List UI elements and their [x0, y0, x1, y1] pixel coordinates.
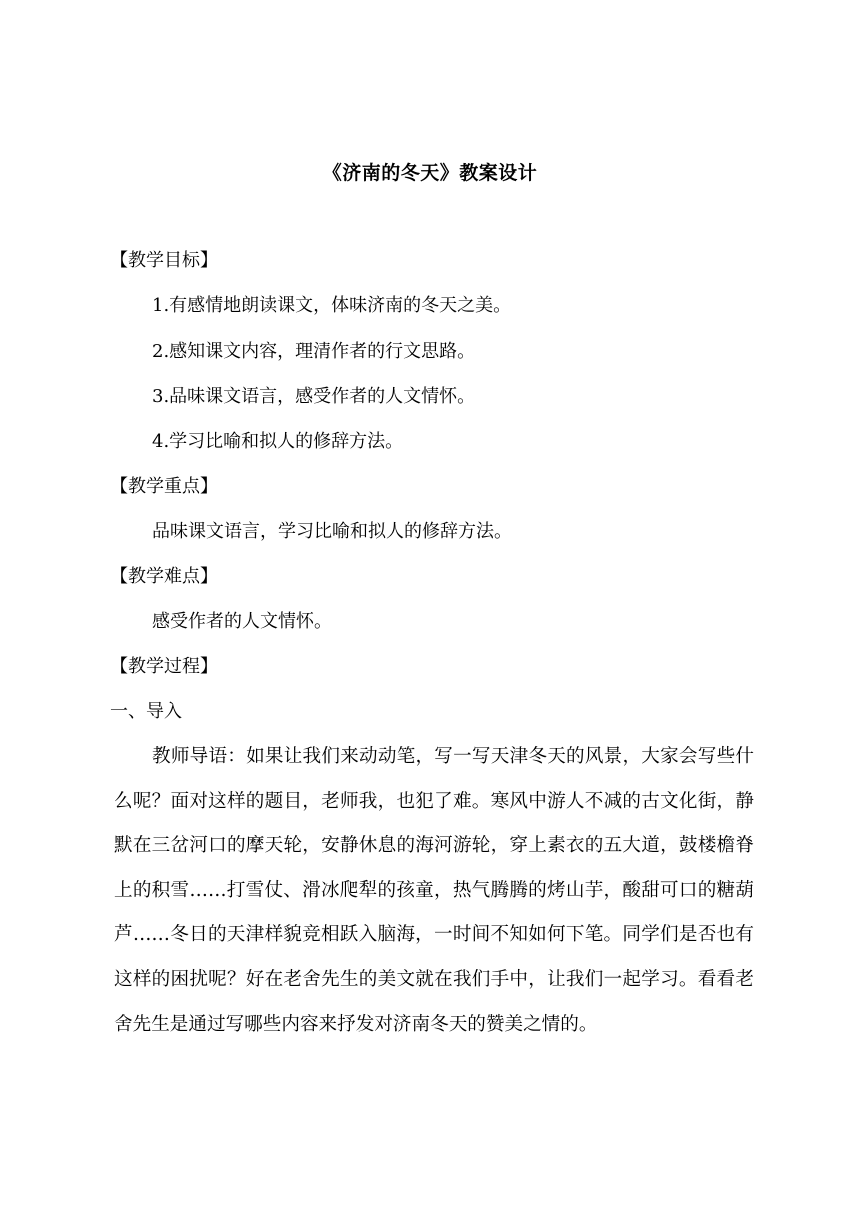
difficulties-heading: 【教学难点】	[110, 566, 218, 587]
key-points-heading: 【教学重点】	[110, 476, 218, 497]
difficulties-text: 感受作者的人文情怀。	[152, 611, 332, 632]
objectives-heading: 【教学目标】	[110, 250, 218, 271]
objective-item: 4.学习比喻和拟人的修辞方法。	[152, 431, 404, 452]
process-heading: 【教学过程】	[110, 656, 218, 677]
section-one-heading: 一、导入	[110, 701, 182, 722]
objective-item: 3.品味课文语言，感受作者的人文情怀。	[152, 386, 476, 407]
document-title: 《济南的冬天》教案设计	[322, 162, 538, 184]
objective-item: 1.有感情地朗读课文，体味济南的冬天之美。	[152, 295, 512, 316]
section-one-paragraph: 教师导语：如果让我们来动动笔，写一写天津冬天的风景，大家会写些什么呢？面对这样的题目，老师我，也犯了难。寒风中游人不减的古文化街，静默在三岔河口的摩天轮，安静休息的海河游轮，穿上素衣的五大道，鼓楼檐脊上的积雪……打雪仗、滑冰爬犁的孩童，热气腾腾的烤山芋，酸甜可口的糖葫芦……冬日的天津样貌竞相跃入脑海，一时间不知如何下笔。同学们是否也有这样的困扰呢？好在老舍先生的美文就在我们手中，让我们一起学习。看看老舍先生是通过写哪些内容来抒发对济南冬天的赞美之情的。	[114, 746, 754, 1035]
key-points-text: 品味课文语言，学习比喻和拟人的修辞方法。	[152, 521, 512, 542]
objective-item: 2.感知课文内容，理清作者的行文思路。	[152, 341, 476, 362]
